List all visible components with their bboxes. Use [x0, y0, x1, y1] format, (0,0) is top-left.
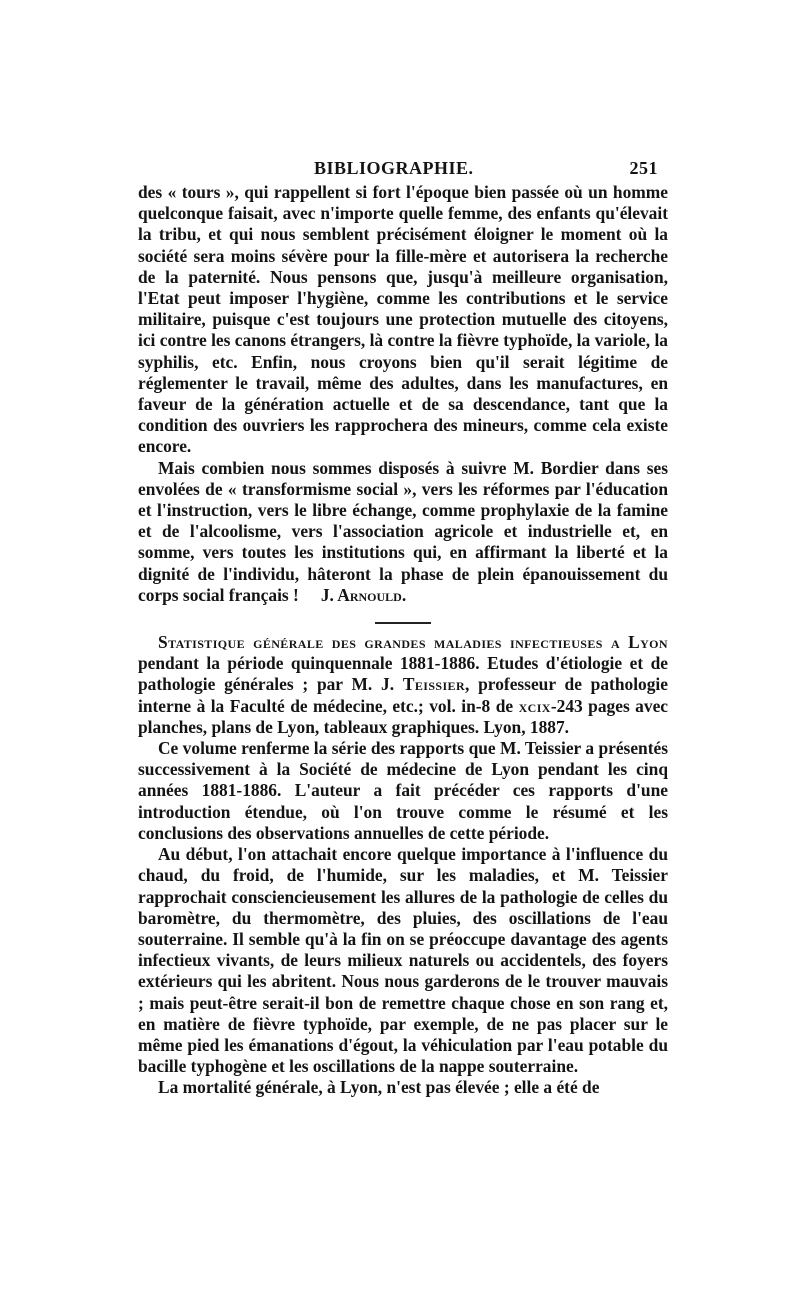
section-divider: [375, 622, 431, 624]
running-header: [138, 152, 668, 182]
paragraph-mortality: La mortalité générale, à Lyon, n'est pas élevée ; elle a été de: [158, 1077, 600, 1098]
review-citation: [138, 632, 668, 738]
review-citation-body: pendant la période quinquennale 1881-1886. Etudes d'étiologie et de pathologie générales ; par M. J.: [138, 653, 668, 695]
page-number: 251: [629, 158, 658, 178]
review-citation-tail: , professeur de pathologie interne à la Faculté de médecine, etc.; vol. in-8 de: [138, 674, 668, 716]
paragraph-volume-summary: Ce volume renferme la série des rapports que M. Teissier a présentés successivement à la Société de médecine de Lyon pendant les cinq années 1881-1886. L'auteur a fait précéder ces rapports d'une introduction étendue, où l'on trouve comme le résumé et les conclusions des observations annuelles de cette période.: [138, 738, 668, 843]
paragraph-methodology: Au début, l'on attachait encore quelque importance à l'influence du chaud, du froid, de l'humide, sur les maladies, et M. Teissier rapprochait consciencieusement les allures de la pathologie de celles du baromètre, du thermomètre, des pluies, des oscillations de l'eau souterraine. Il semble qu'à la fin on se préoccupe davantage des agents infectieux vivants, de leurs milieux naturels ou accidentels, des foyers extérieurs qui les abritent. Nous nous garderons de le trouver mauvais ; mais peut-être serait-il bon de remettre chaque chose en son rang et, en matière de fièvre typhoïde, par exemple, de ne pas placer sur le même pied les émanations d'égout, la véhiculation par l'eau potable du bacille typhogène et les oscillations de la nappe souterraine.: [138, 844, 668, 1077]
review-author: Teissier: [402, 674, 466, 695]
review-title: Statistique générale des grandes maladies infectieuses a Lyon: [158, 632, 668, 653]
review-roman-pages: xcix: [518, 695, 551, 716]
review-citation-tail-2: -243 pages avec planches, plans de Lyon, tableaux graphiques. Lyon, 1887.: [138, 695, 669, 737]
paragraph-hygiene-continuation: des « tours », qui rappellent si fort l'époque bien passée où un homme quelconque faisait, avec n'importe quelle femme, des enfants qu'élevait la tribu, et qui nous semblent précisément éloigner le moment où la société sera moins sévère pour la fille-mère et autorisera la recherche de la paternité. Nous pensons que, jusqu'à meilleure organisation, l'Etat peut imposer l'hygiène, comme les contributions et le service militaire, puisque c'est toujours une protection mutuelle des citoyens, ici contre les canons étrangers, là contre la fièvre typhoïde, la variole, la syphilis, etc. Enfin, nous croyons bien qu'il serait légitime de réglementer le travail, même des adultes, dans les manufactures, en faveur de la génération actuelle et de sa descendance, tant que la condition des ouvriers les rapprochera des mineurs, comme cela existe encore.: [138, 182, 668, 457]
review-signature: J. Arnould.: [320, 584, 407, 605]
paragraph-bordier-conclusion: [138, 458, 668, 606]
paragraph-bordier-text: Mais combien nous sommes disposés à suivre M. Bordier dans ses envolées de « transformisme social », vers les réformes par l'éducation et l'instruction, vers le libre échange, comme prophylaxie de la famine et de l'alcoolisme, vers l'association agricole et industrielle et, en somme, vers toutes les institutions qui, en affirmant la liberté et la dignité de l'individu, hâteront la phase de plein épanouissement du corps social français !: [138, 457, 668, 605]
running-title: BIBLIOGRAPHIE.: [314, 158, 474, 178]
book-page: [138, 152, 668, 1099]
